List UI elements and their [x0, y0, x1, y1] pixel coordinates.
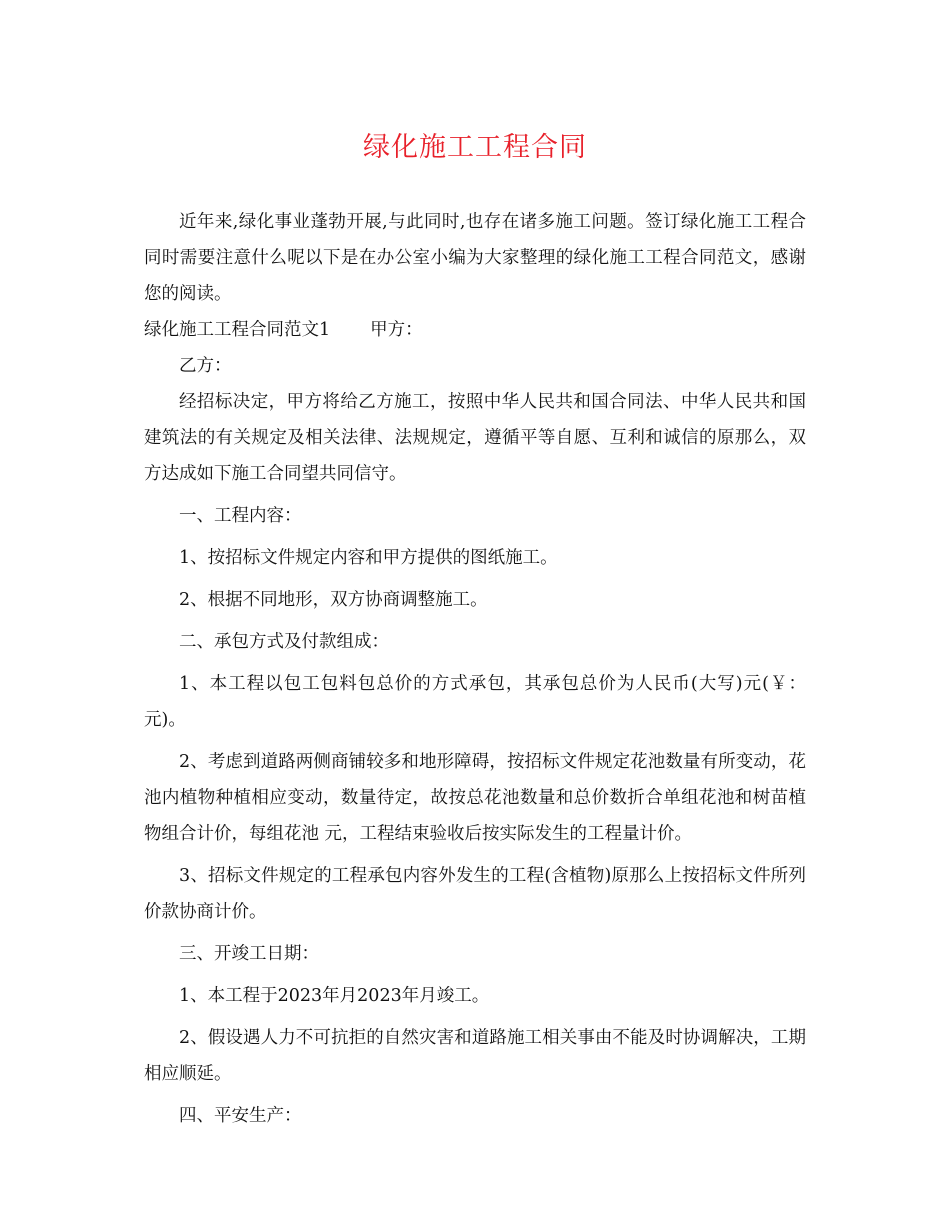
intro-paragraph: 近年来,绿化事业蓬勃开展,与此同时,也存在诸多施工问题。签订绿化施工工程合同时需要注意什么呢以下是在办公室小编为大家整理的绿化施工工程合同范文，感谢您的阅读。	[144, 212, 806, 304]
sample-heading-line	[144, 312, 806, 348]
section-heading: 三、开竣工日期：	[179, 944, 319, 964]
clause-paragraph: 1、本工程以包工包料包总价的方式承包，其承包总价为人民币(大写)元(￥：元)。	[144, 674, 806, 730]
section-heading: 二、承包方式及付款组成：	[179, 632, 389, 652]
clause-paragraph: 1、按招标文件规定内容和甲方提供的图纸施工。	[179, 548, 558, 568]
clause-paragraph: 2、根据不同地形，双方协商调整施工。	[179, 590, 488, 610]
preamble-paragraph: 经招标决定，甲方将给乙方施工，按照中华人民共和国合同法、中华人民共和国建筑法的有关规定及相关法律、法规规定，遵循平等自愿、互利和诚信的原那么，双方达成如下施工合同望共同信守。	[144, 392, 806, 484]
section-heading: 四、平安生产：	[179, 1106, 302, 1126]
clause-paragraph: 3、招标文件规定的工程承包内容外发生的工程(含植物)原那么上按招标文件所列价款协商计价。	[144, 866, 806, 922]
section-heading: 一、工程内容：	[179, 506, 302, 526]
party-a-label: 甲方：	[370, 320, 423, 340]
document-title: 绿化施工工程合同	[363, 132, 587, 163]
clause-paragraph: 2、假设遇人力不可抗拒的自然灾害和道路施工相关事由不能及时协调解决，工期相应顺延。	[144, 1028, 806, 1084]
clause-paragraph: 1、本工程于2023年月2023年月竣工。	[179, 986, 490, 1006]
party-b-label: 乙方：	[179, 356, 232, 376]
clause-paragraph: 2、考虑到道路两侧商铺较多和地形障碍，按招标文件规定花池数量有所变动，花池内植物种植相应变动，数量待定，故按总花池数量和总价数折合单组花池和树苗植物组合计价，每组花池 元，工程结束验收后按实际发生的工程量计价。	[144, 752, 806, 844]
document-body	[144, 204, 806, 1134]
sample-heading: 绿化施工工程合同范文1	[144, 320, 331, 340]
